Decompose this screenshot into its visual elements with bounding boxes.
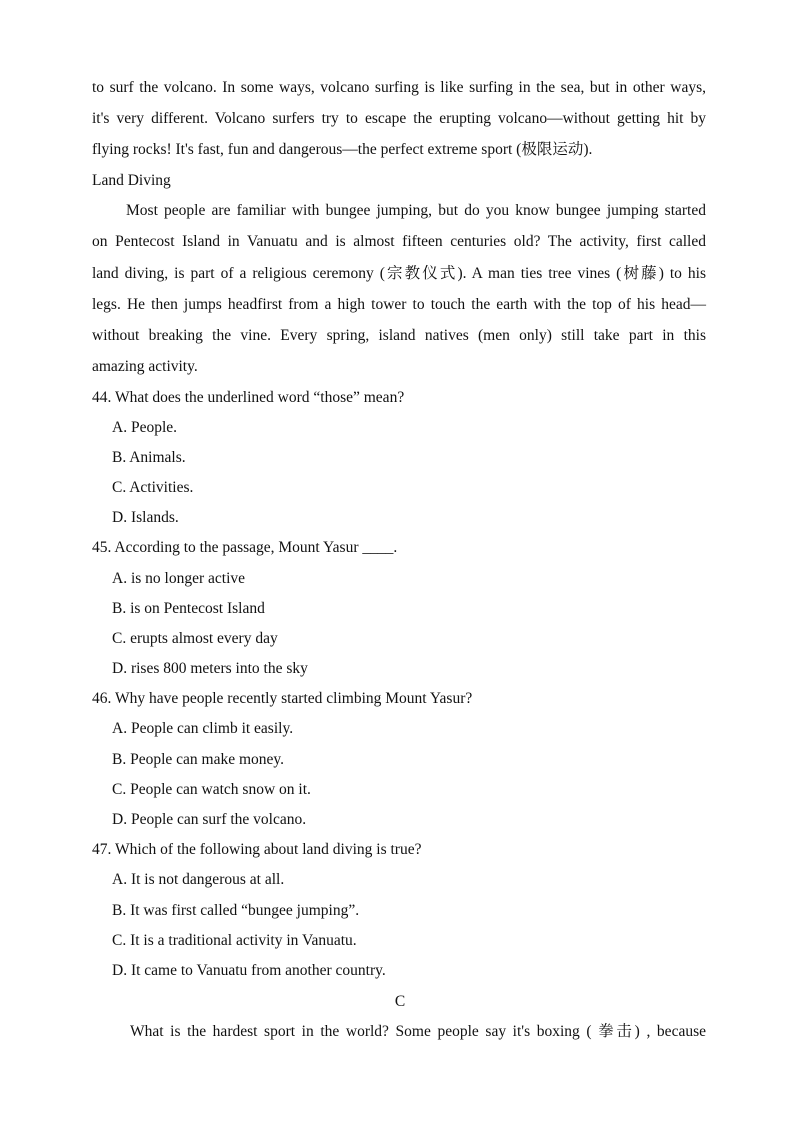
question-stem: 44. What does the underlined word “those” mean? [92, 389, 405, 406]
question-stem: 46. Why have people recently started climbing Mount Yasur? [92, 690, 473, 707]
passage-line: it's very different. Volcano surfers try to escape the erupting volcano—without getting hit by [92, 110, 706, 127]
paragraph-line: on Pentecost Island in Vanuatu and is almost fifteen centuries old? The activity, first called [92, 233, 706, 250]
paragraph-line: legs. He then jumps headfirst from a high tower to touch the earth with the top of his head— [92, 296, 706, 313]
question-stem: 45. According to the passage, Mount Yasur ____. [92, 539, 398, 556]
answer-option: C. Activities. [112, 479, 194, 496]
answer-option: D. rises 800 meters into the sky [112, 660, 308, 677]
paragraph-line: without breaking the vine. Every spring, island natives (men only) still take part in this [92, 327, 706, 344]
paragraph-line: amazing activity. [92, 358, 198, 375]
answer-option: A. People can climb it easily. [112, 720, 294, 737]
answer-option: A. People. [112, 419, 178, 436]
answer-option: A. It is not dangerous at all. [112, 871, 285, 888]
answer-option: B. It was first called “bungee jumping”. [112, 902, 360, 919]
answer-option: B. is on Pentecost Island [112, 600, 265, 617]
paragraph-line: Most people are familiar with bungee jumping, but do you know bungee jumping started [126, 202, 706, 219]
section-heading: Land Diving [92, 172, 171, 189]
answer-option: A. is no longer active [112, 570, 246, 587]
section-label: C [394, 993, 406, 1010]
answer-option: B. People can make money. [112, 751, 285, 768]
answer-option: B. Animals. [112, 449, 186, 466]
question-stem: 47. Which of the following about land diving is true? [92, 841, 422, 858]
answer-option: C. People can watch snow on it. [112, 781, 311, 798]
answer-option: D. People can surf the volcano. [112, 811, 307, 828]
answer-option: D. It came to Vanuatu from another country. [112, 962, 386, 979]
paragraph-line: What is the hardest sport in the world? Some people say it's boxing ( 拳击) , because [130, 1023, 706, 1040]
passage-line: to surf the volcano. In some ways, volcano surfing is like surfing in the sea, but in other ways, [92, 79, 706, 96]
answer-option: D. Islands. [112, 509, 179, 526]
answer-option: C. It is a traditional activity in Vanuatu. [112, 932, 357, 949]
passage-line: flying rocks! It's fast, fun and dangerous—the perfect extreme sport (极限运动). [92, 141, 593, 158]
answer-option: C. erupts almost every day [112, 630, 278, 647]
paragraph-line: land diving, is part of a religious ceremony (宗教仪式). A man ties tree vines (树藤) to his [92, 265, 706, 282]
